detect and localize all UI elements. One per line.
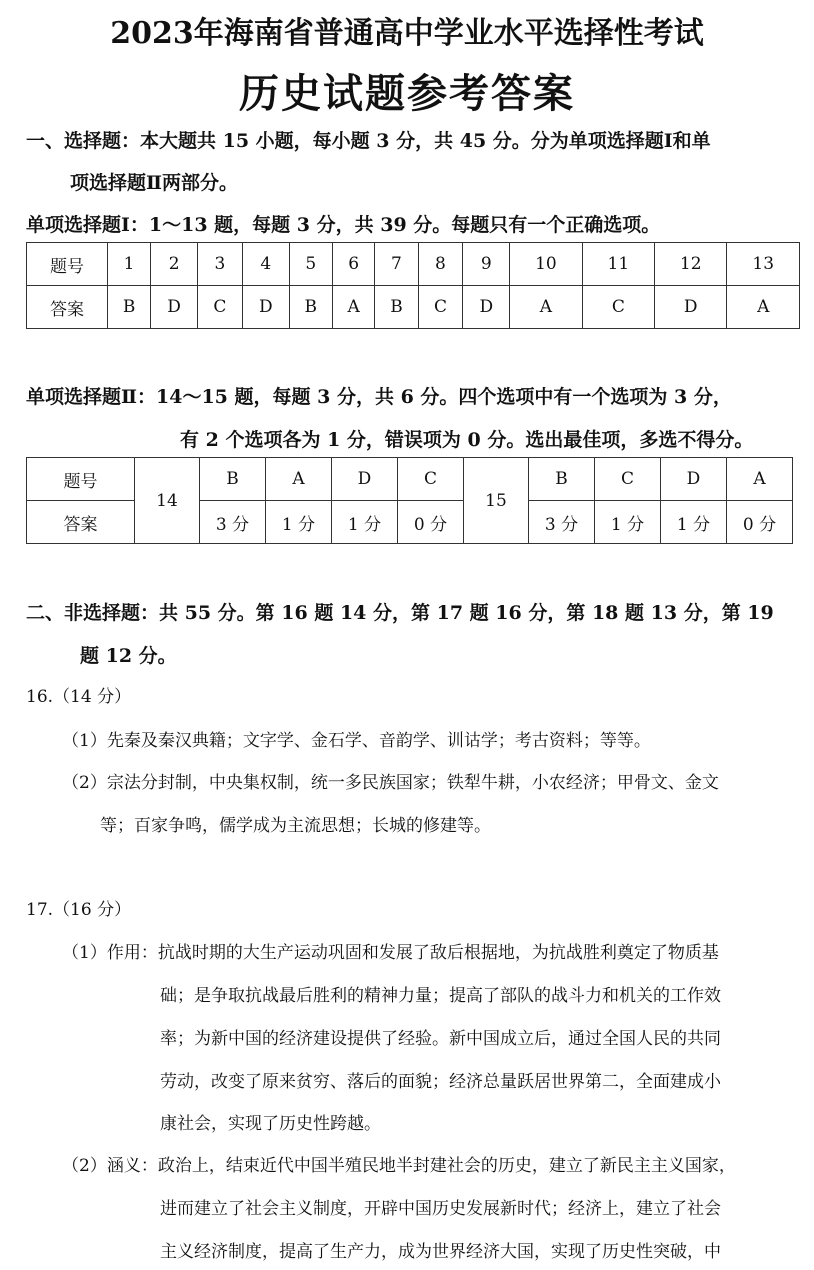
section1-heading: 一、选择题：本大题共 15 小题，每小题 3 分，共 45 分。分为单项选择题Ⅰ和单 [26, 130, 711, 152]
score-cell: 1 分 [595, 501, 661, 544]
table-row [27, 458, 793, 501]
row-label-question: 题号 [27, 243, 108, 286]
question-number: 3 [198, 243, 243, 286]
option-cell: A [266, 458, 332, 501]
answer-cell: C [198, 286, 243, 329]
section2-heading: 二、非选择题：共 55 分。第 16 题 14 分，第 17 题 16 分，第 18 题 13 分，第 19 [26, 602, 774, 624]
score-cell: 0 分 [727, 501, 793, 544]
option-cell: B [200, 458, 266, 501]
option-cell: C [595, 458, 661, 501]
question-number: 1 [108, 243, 151, 286]
score-cell: 0 分 [398, 501, 464, 544]
answer-cell: D [463, 286, 510, 329]
section2-heading-cont: 题 12 分。 [80, 645, 177, 667]
question-number: 5 [289, 243, 332, 286]
q17-item1-cont: 劳动，改变了原来贫穷、落后的面貌；经济总量跃居世界第二，全面建成小 [160, 1072, 721, 1092]
question-number: 4 [242, 243, 289, 286]
answer-table-part2 [26, 457, 793, 544]
answer-table-part1 [26, 242, 800, 329]
option-cell: B [529, 458, 595, 501]
table-row [27, 243, 800, 286]
question-number: 6 [332, 243, 374, 286]
option-cell: A [727, 458, 793, 501]
question-number: 2 [151, 243, 198, 286]
q17-label: 17.（16 分） [26, 900, 132, 920]
q17-item1-cont: 率；为新中国的经济建设提供了经验。新中国成立后，通过全国人民的共同 [160, 1029, 721, 1049]
question-number: 14 [135, 458, 200, 544]
q16-item1: （1）先秦及秦汉典籍；文字学、金石学、音韵学、训诂学；考古资料；等等。 [62, 731, 651, 751]
part2-heading: 单项选择题Ⅱ：14～15 题，每题 3 分，共 6 分。四个选项中有一个选项为 3 分， [26, 386, 732, 408]
answer-cell: B [289, 286, 332, 329]
score-cell: 3 分 [529, 501, 595, 544]
q17-item1-cont: 础；是争取抗战最后胜利的精神力量；提高了部队的战斗力和机关的工作效 [160, 986, 721, 1006]
answer-cell: C [418, 286, 463, 329]
question-number: 10 [510, 243, 582, 286]
q17-item2: （2）涵义：政治上，结束近代中国半殖民地半封建社会的历史，建立了新民主主义国家， [62, 1156, 736, 1176]
option-cell: D [332, 458, 398, 501]
answer-cell: D [242, 286, 289, 329]
document-title: 2023年海南省普通高中学业水平选择性考试 [110, 16, 704, 51]
q17-item2-cont: 进而建立了社会主义制度，开辟中国历史发展新时代；经济上，建立了社会 [160, 1199, 721, 1219]
answer-cell: D [151, 286, 198, 329]
answer-cell: A [727, 286, 800, 329]
answer-cell: A [510, 286, 582, 329]
row-label-question: 题号 [27, 458, 135, 501]
answer-cell: B [375, 286, 418, 329]
q16-item2-cont: 等；百家争鸣，儒学成为主流思想；长城的修建等。 [100, 816, 491, 836]
question-number: 11 [582, 243, 654, 286]
answer-cell: B [108, 286, 151, 329]
question-number: 15 [464, 458, 529, 544]
option-cell: D [661, 458, 727, 501]
score-cell: 1 分 [332, 501, 398, 544]
q16-label: 16.（14 分） [26, 687, 132, 707]
answer-cell: D [655, 286, 727, 329]
question-number: 8 [418, 243, 463, 286]
q16-item2: （2）宗法分封制，中央集权制，统一多民族国家；铁犁牛耕，小农经济；甲骨文、金文 [62, 773, 719, 793]
section1-heading-cont: 项选择题Ⅱ两部分。 [70, 172, 239, 194]
question-number: 12 [655, 243, 727, 286]
table-row [27, 286, 800, 329]
answer-cell: A [332, 286, 374, 329]
question-number: 13 [727, 243, 800, 286]
row-label-answer: 答案 [27, 286, 108, 329]
row-label-answer: 答案 [27, 501, 135, 544]
score-cell: 1 分 [661, 501, 727, 544]
question-number: 7 [375, 243, 418, 286]
q17-item2-cont: 主义经济制度，提高了生产力，成为世界经济大国，实现了历史性突破，中 [160, 1242, 721, 1262]
question-number: 9 [463, 243, 510, 286]
part2-heading-cont: 有 2 个选项各为 1 分，错误项为 0 分。选出最佳项，多选不得分。 [180, 429, 754, 451]
score-cell: 3 分 [200, 501, 266, 544]
score-cell: 1 分 [266, 501, 332, 544]
document-subtitle: 历史试题参考答案 [239, 70, 575, 117]
answer-cell: C [582, 286, 654, 329]
option-cell: C [398, 458, 464, 501]
q17-item1-cont: 康社会，实现了历史性跨越。 [160, 1114, 381, 1134]
q17-item1: （1）作用：抗战时期的大生产运动巩固和发展了敌后根据地，为抗战胜利奠定了物质基 [62, 943, 719, 963]
part1-heading: 单项选择题Ⅰ：1～13 题，每题 3 分，共 39 分。每题只有一个正确选项。 [26, 214, 661, 236]
